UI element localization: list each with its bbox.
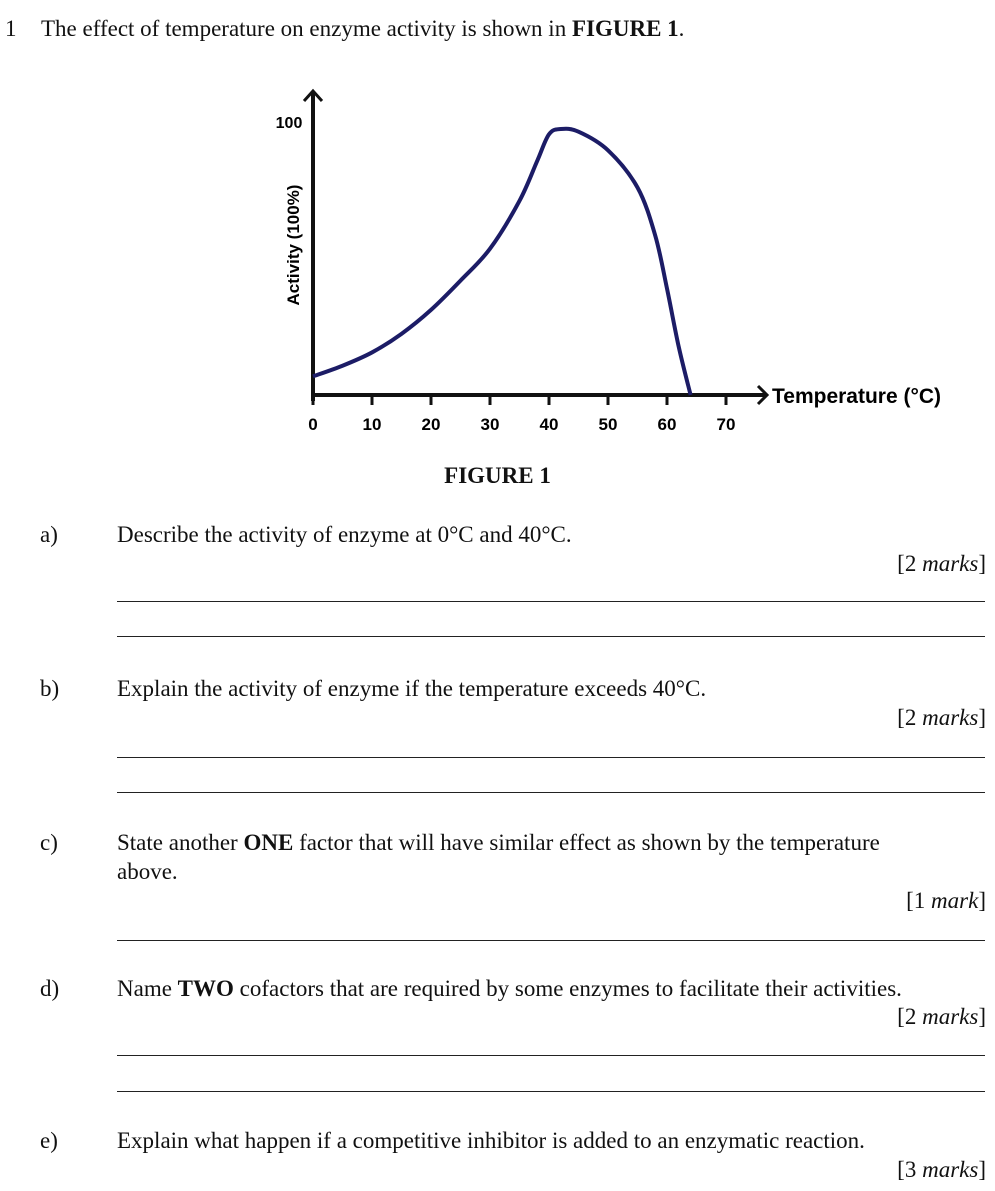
marks-open: [3 — [897, 1157, 923, 1182]
intro-period: . — [678, 16, 685, 41]
question-text-segment: Explain the activity of enzyme if the temperature exceeds 40°C. — [117, 676, 707, 701]
marks-close: ] — [978, 1004, 986, 1029]
x-tick-label: 70 — [716, 415, 736, 434]
marks-label — [906, 888, 986, 914]
answer-line[interactable] — [117, 792, 985, 793]
question-text — [117, 1128, 865, 1154]
marks-word: mark — [931, 888, 979, 913]
question-label: e) — [40, 1128, 58, 1153]
question-number: 1 — [5, 16, 17, 41]
y-axis-title: Activity (100%) — [284, 184, 303, 306]
marks-close: ] — [978, 551, 986, 576]
question-label: c) — [40, 830, 58, 855]
question-text-segment: Describe the activity of enzyme at 0°C and 40°C. — [117, 522, 572, 547]
intro-figure-ref: FIGURE 1 — [571, 16, 679, 41]
marks-open: [1 — [906, 888, 932, 913]
marks-open: [2 — [897, 705, 923, 730]
marks-close: ] — [978, 888, 986, 913]
marks-label — [897, 1157, 986, 1183]
answer-line[interactable] — [117, 757, 985, 758]
question-keyword: ONE — [243, 830, 294, 855]
question-label: b) — [40, 676, 60, 701]
question-text — [117, 676, 706, 702]
answer-line[interactable] — [117, 1091, 985, 1092]
marks-label — [897, 551, 986, 577]
question-text-segment: Name — [117, 976, 178, 1001]
answer-line[interactable] — [117, 601, 985, 602]
question-text — [117, 522, 572, 548]
marks-open: [2 — [897, 1004, 923, 1029]
question-text-segment: State another — [117, 830, 244, 855]
marks-label — [897, 705, 986, 731]
x-tick-label: 40 — [539, 415, 559, 434]
x-tick-label: 10 — [362, 415, 382, 434]
question-text-segment: Explain what happen if a competitive inhibitor is added to an enzymatic reaction. — [117, 1128, 865, 1153]
x-axis-title: Temperature (°C) — [772, 385, 942, 408]
figure-caption: FIGURE 1 — [444, 463, 551, 488]
x-tick-label: 20 — [421, 415, 441, 434]
marks-word: marks — [922, 551, 979, 576]
x-tick-label: 0 — [308, 415, 318, 434]
question-text — [117, 830, 880, 856]
intro-text: The effect of temperature on enzyme activity is shown in — [41, 16, 572, 41]
question-keyword: TWO — [177, 976, 234, 1001]
marks-close: ] — [978, 1157, 986, 1182]
question-text — [117, 976, 902, 1002]
marks-word: marks — [922, 705, 979, 730]
activity-curve — [313, 129, 691, 395]
marks-word: marks — [922, 1004, 979, 1029]
x-tick-label: 50 — [598, 415, 618, 434]
question-label: d) — [40, 976, 60, 1001]
answer-line[interactable] — [117, 940, 985, 941]
marks-word: marks — [922, 1157, 979, 1182]
x-tick-label: 30 — [480, 415, 500, 434]
marks-label — [897, 1004, 986, 1030]
y-tick-label: 100 — [275, 115, 303, 132]
enzyme-activity-chart — [0, 0, 995, 460]
marks-close: ] — [978, 705, 986, 730]
marks-open: [2 — [897, 551, 923, 576]
question-label: a) — [40, 522, 58, 547]
question-text-segment: cofactors that are required by some enzymes to facilitate their activities. — [233, 976, 902, 1001]
x-tick-label: 60 — [657, 415, 677, 434]
answer-line[interactable] — [117, 636, 985, 637]
question-text-line2: above. — [117, 859, 178, 884]
question-text-segment: factor that will have similar effect as shown by the temperature — [293, 830, 880, 855]
answer-line[interactable] — [117, 1055, 985, 1056]
